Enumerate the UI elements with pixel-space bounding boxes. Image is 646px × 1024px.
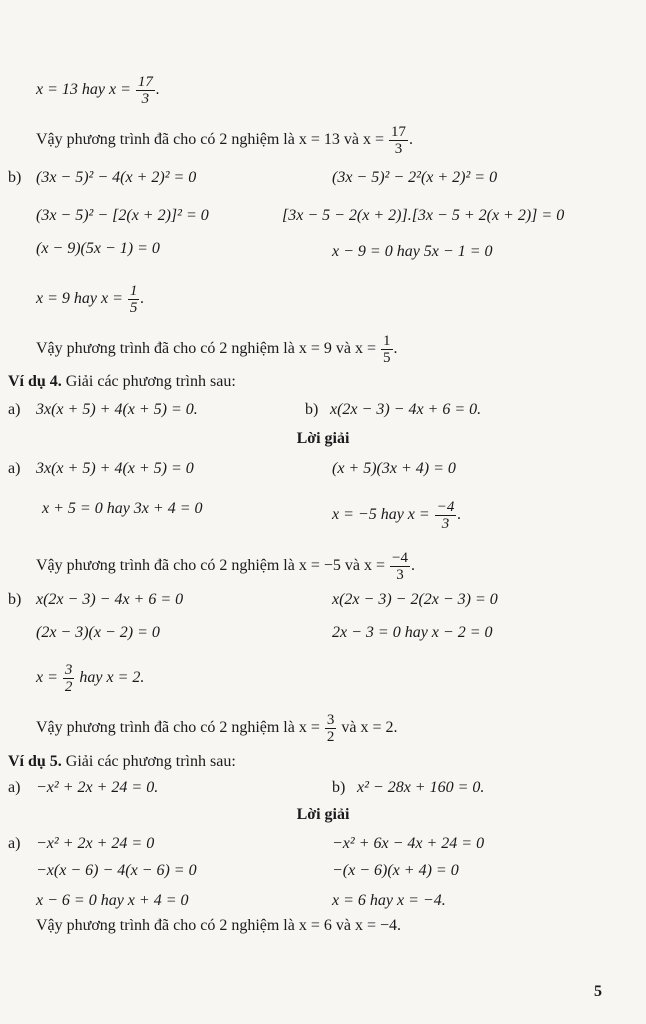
equation-line: −x² + 2x + 24 = 0 [36,835,155,852]
equation-line: (3x − 5)² − 2²(x + 2)² = 0 [332,169,498,186]
solution-line: x = 13 hay x = $\frac{17}{3}$ . [36,74,160,107]
equation-line: −x(x − 6) − 4(x − 6) = 0 [36,862,197,879]
solution-heading: Lời giải [296,430,350,447]
conclusion-line: Vậy phương trình đã cho có 2 nghiệm là x = 9 và x = $\frac{1}{5}$ . [36,333,398,366]
page-number: 5 [594,983,602,1000]
part-label: a) [8,460,21,477]
solution-heading: Lời giải [296,806,350,823]
equation-line: x(2x − 3) − 2(2x − 3) = 0 [332,591,498,608]
problem-equation: 3x(x + 5) + 4(x + 5) = 0. [36,401,198,418]
conclusion-line: Vậy phương trình đã cho có 2 nghiệm là x = 13 và x = $\frac{17}{3}$ . [36,124,413,157]
equation-line: −x² + 6x − 4x + 24 = 0 [332,835,485,852]
equation-line: (x − 9)(5x − 1) = 0 [36,240,160,257]
part-label: b) [332,779,346,796]
equation-line: x − 9 = 0 hay 5x − 1 = 0 [332,243,493,260]
part-label: b) [305,401,319,418]
conclusion-line: Vậy phương trình đã cho có 2 nghiệm là x = −5 và x = $\frac{-4}{3}$ . [36,550,415,583]
solution-line: x = 9 hay x = $\frac{1}{5}$ . [36,283,145,316]
example-heading: Ví dụ 4. Giải các phương trình sau: [8,373,236,390]
problem-equation: −x² + 2x + 24 = 0. [36,779,159,796]
part-label: b) [8,591,22,608]
equation-line: (x + 5)(3x + 4) = 0 [332,460,456,477]
part-label: b) [8,169,22,186]
equation-line: [3x − 5 − 2(x + 2)].[3x − 5 + 2(x + 2)] = 0 [282,207,565,224]
equation-line: x = 6 hay x = −4. [332,892,446,909]
conclusion-line: Vậy phương trình đã cho có 2 nghiệm là x = 6 và x = −4. [36,917,402,934]
equation-line: (2x − 3)(x − 2) = 0 [36,624,160,641]
equation-line: (3x − 5)² − [2(x + 2)]² = 0 [36,207,209,224]
solution-line: x = −5 hay x = $\frac{-4}{3}$ . [332,499,462,532]
example-heading: Ví dụ 5. Giải các phương trình sau: [8,753,236,770]
solution-line: x = $\frac{3}{2}$ hay x = 2. [36,662,145,695]
problem-equation: x(2x − 3) − 4x + 6 = 0. [330,401,482,418]
equation-line: x − 6 = 0 hay x + 4 = 0 [36,892,189,909]
equation-line: (3x − 5)² − 4(x + 2)² = 0 [36,169,197,186]
equation-line: −(x − 6)(x + 4) = 0 [332,862,459,879]
part-label: a) [8,401,21,418]
part-label: a) [8,835,21,852]
part-label: a) [8,779,21,796]
conclusion-line: Vậy phương trình đã cho có 2 nghiệm là x = $\frac{3}{2}$ và x = 2. [36,712,398,745]
equation-line: x + 5 = 0 hay 3x + 4 = 0 [42,500,203,517]
equation-line: 2x − 3 = 0 hay x − 2 = 0 [332,624,493,641]
equation-line: 3x(x + 5) + 4(x + 5) = 0 [36,460,194,477]
equation-line: x(2x − 3) − 4x + 6 = 0 [36,591,184,608]
problem-equation: x² − 28x + 160 = 0. [357,779,485,796]
